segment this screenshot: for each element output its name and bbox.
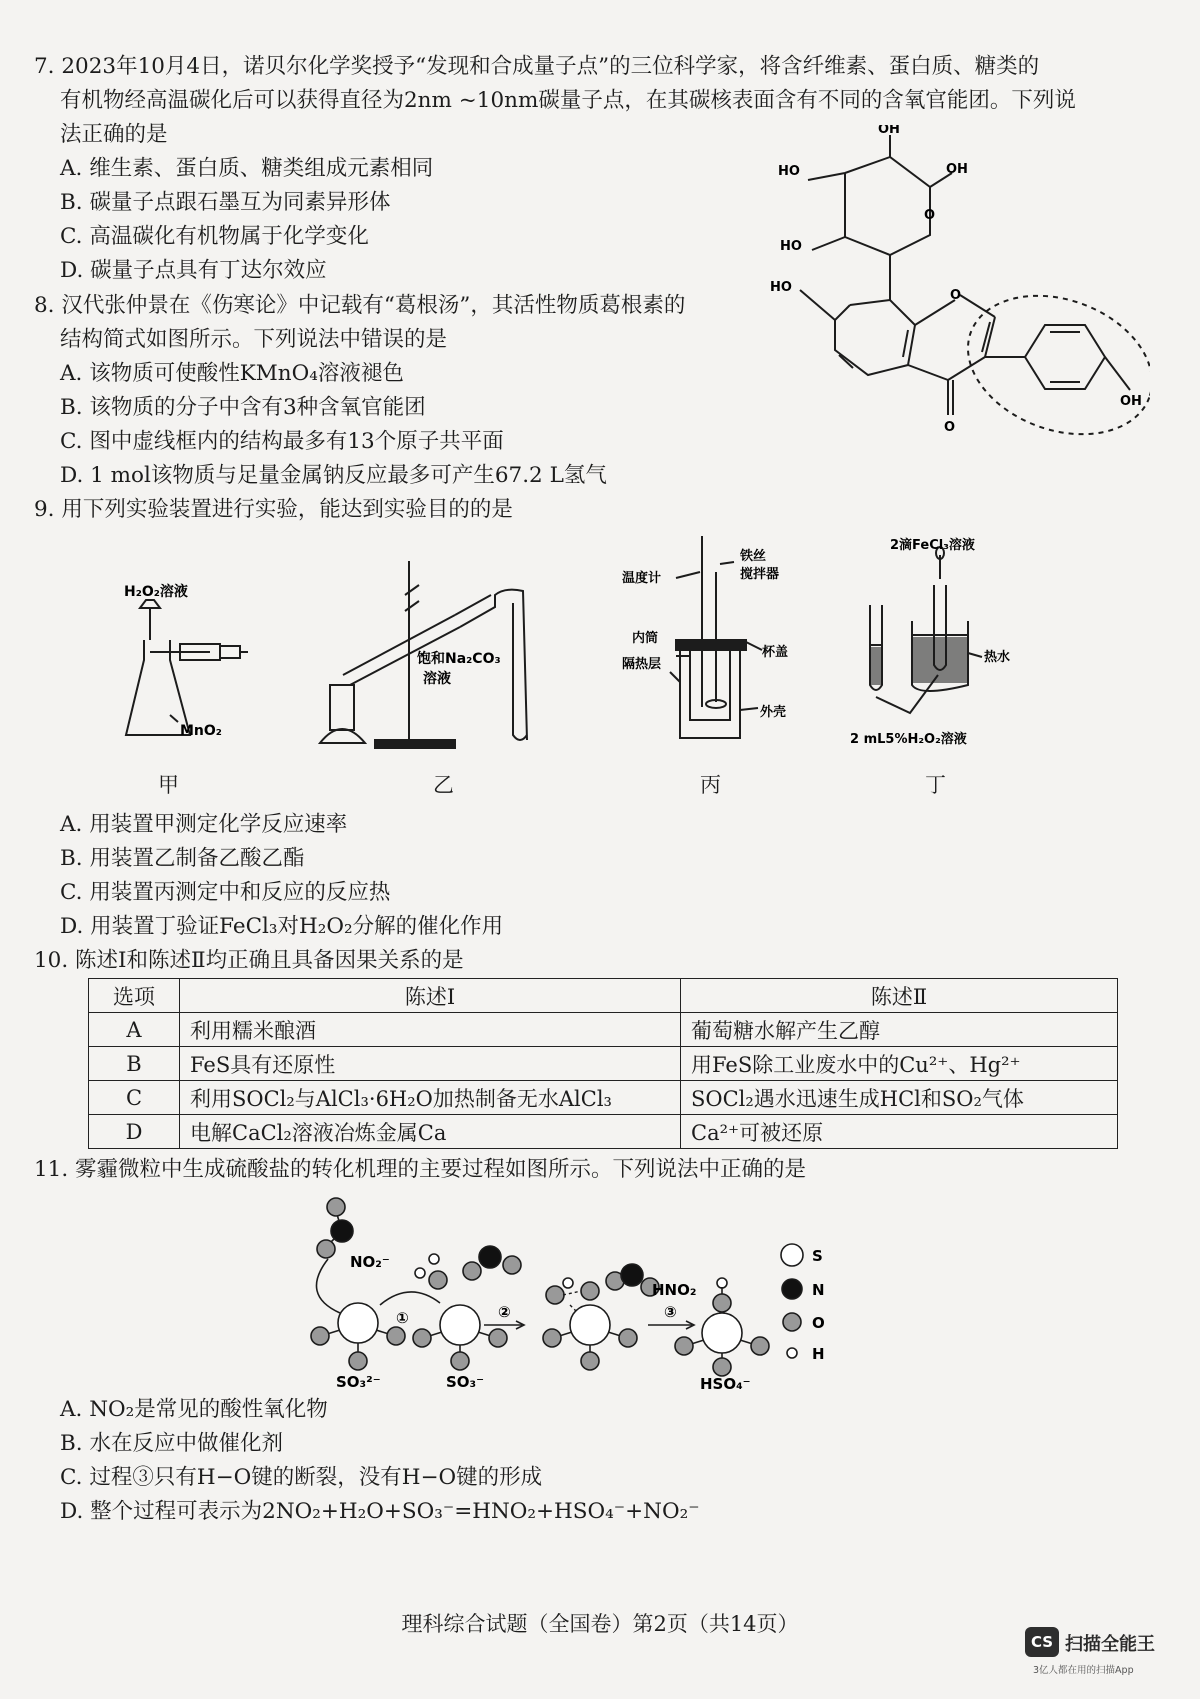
caption-jia: 甲 bbox=[158, 773, 179, 797]
q8-option-c: C. 图中虚线框内的结构最多有13个原子共平面 bbox=[60, 429, 504, 454]
q8-stem-line-2: 结构简式如图所示。下列说法中错误的是 bbox=[60, 327, 448, 352]
q11-stem: 11. 雾霾微粒中生成硫酸盐的转化机理的主要过程如图所示。下列说法中正确的是 bbox=[34, 1157, 807, 1182]
yi-label-na2co3: 饱和Na₂CO₃ bbox=[417, 651, 501, 667]
scanner-tagline: 3亿人都在用的扫描App bbox=[1033, 1665, 1134, 1676]
row-b-option: B bbox=[89, 1047, 180, 1081]
row-d-statement-1: 电解CaCl₂溶液冶炼金属Ca bbox=[180, 1115, 681, 1149]
ding-label-hot-water: 热水 bbox=[984, 650, 1011, 665]
bing-label-thermometer: 温度计 bbox=[622, 571, 662, 586]
q7-option-b: B. 碳量子点跟石墨互为同素异形体 bbox=[60, 190, 391, 215]
q9-option-b: B. 用装置乙制备乙酸乙酯 bbox=[60, 846, 305, 871]
jia-label-h2o2: H₂O₂溶液 bbox=[124, 584, 188, 600]
q11-option-b: B. 水在反应中做催化剂 bbox=[60, 1431, 283, 1456]
label-so3-2minus: SO₃²⁻ bbox=[336, 1373, 381, 1390]
structure-label-para-oh: OH bbox=[1120, 394, 1142, 409]
mechanism-diagram bbox=[300, 1195, 900, 1390]
label-step-2: ② bbox=[498, 1303, 511, 1321]
table-row bbox=[89, 1115, 1118, 1149]
q11-option-d: D. 整个过程可表示为2NO₂+H₂O+SO₃⁻=HNO₂+HSO₄⁻+NO₂⁻ bbox=[60, 1499, 700, 1524]
row-b-statement-1: FeS具有还原性 bbox=[180, 1047, 681, 1081]
bing-label-shell: 外壳 bbox=[760, 705, 787, 720]
q9-stem: 9. 用下列实验装置进行实验，能达到实验目的的是 bbox=[34, 497, 513, 522]
q9-option-a: A. 用装置甲测定化学反应速率 bbox=[60, 812, 348, 837]
q11-option-c: C. 过程③只有H−O键的断裂，没有H−O键的形成 bbox=[60, 1465, 543, 1490]
row-d-option: D bbox=[89, 1115, 180, 1149]
structure-label-top-oh: OH bbox=[878, 125, 900, 137]
q8-option-b: B. 该物质的分子中含有3种含氧官能团 bbox=[60, 395, 426, 420]
bing-label-inner-cup: 内筒 bbox=[632, 631, 659, 646]
scanner-badge bbox=[1025, 1625, 1175, 1675]
q7-stem-line-2: 有机物经高温碳化后可以获得直径为2nm ~10nm碳量子点，在其碳核表面含有不同的含氧官能团。下列说 bbox=[60, 88, 1076, 113]
cs-logo-icon: CS bbox=[1025, 1627, 1059, 1657]
bing-label-lid: 杯盖 bbox=[762, 645, 789, 660]
apparatus-bing bbox=[620, 532, 810, 747]
q8-stem-line-1: 8. 汉代张仲景在《伤寒论》中记载有“葛根汤”，其活性物质葛根素的 bbox=[34, 293, 686, 318]
row-a-statement-2: 葡萄糖水解产生乙醇 bbox=[681, 1013, 1118, 1047]
structure-label-carbonyl-o: O bbox=[944, 420, 956, 435]
q9-option-c: C. 用装置丙测定中和反应的反应热 bbox=[60, 880, 391, 905]
label-step-1: ① bbox=[396, 1309, 409, 1327]
bing-label-iron-wire: 铁丝 bbox=[740, 549, 767, 564]
structure-label-sugar-o: O bbox=[924, 208, 936, 223]
legend-h: H bbox=[812, 1345, 825, 1363]
row-a-option: A bbox=[89, 1013, 180, 1047]
jia-label-mno2: MnO₂ bbox=[180, 723, 222, 739]
structure-label-left-ho: HO bbox=[778, 164, 800, 179]
legend-n: N bbox=[812, 1281, 825, 1299]
bing-label-stirrer: 搅拌器 bbox=[740, 567, 780, 582]
puerarin-structure bbox=[740, 125, 1150, 495]
table-row bbox=[89, 1081, 1118, 1115]
ding-label-h2o2: 2 mL5%H₂O₂溶液 bbox=[850, 732, 967, 747]
label-so3-minus: SO₃⁻ bbox=[446, 1373, 485, 1390]
yi-label-solution: 溶液 bbox=[423, 671, 451, 687]
structure-label-lower-ho: HO bbox=[780, 239, 802, 254]
header-statement-1: 陈述Ⅰ bbox=[180, 979, 681, 1013]
label-hso4-minus: HSO₄⁻ bbox=[700, 1375, 751, 1390]
q8-option-d: D. 1 mol该物质与足量金属钠反应最多可产生67.2 L氢气 bbox=[60, 463, 607, 488]
apparatus-jia bbox=[120, 580, 260, 755]
page-footer: 理科综合试题（全国卷）第2页（共14页） bbox=[401, 1612, 799, 1636]
q11-option-a: A. NO₂是常见的酸性氧化物 bbox=[60, 1397, 328, 1422]
legend-s: S bbox=[812, 1247, 823, 1265]
row-d-statement-2: Ca²⁺可被还原 bbox=[681, 1115, 1118, 1149]
ding-label-fecl3: 2滴FeCl₃溶液 bbox=[890, 538, 975, 553]
q10-stem: 10. 陈述Ⅰ和陈述Ⅱ均正确且具备因果关系的是 bbox=[34, 948, 464, 973]
table-row bbox=[89, 1013, 1118, 1047]
row-c-statement-1: 利用SOCl₂与AlCl₃·6H₂O加热制备无水AlCl₃ bbox=[180, 1081, 681, 1115]
caption-yi: 乙 bbox=[433, 773, 454, 797]
table-row bbox=[89, 1047, 1118, 1081]
caption-bing: 丙 bbox=[700, 773, 721, 797]
q9-option-d: D. 用装置丁验证FeCl₃对H₂O₂分解的催化作用 bbox=[60, 914, 504, 939]
row-c-statement-2: SOCl₂遇水迅速生成HCl和SO₂气体 bbox=[681, 1081, 1118, 1115]
q7-option-d: D. 碳量子点具有丁达尔效应 bbox=[60, 258, 327, 283]
structure-label-phenol-ho: HO bbox=[770, 280, 792, 295]
label-step-3: ③ bbox=[664, 1303, 677, 1321]
q7-stem-line-1: 7. 2023年10月4日，诺贝尔化学奖授予“发现和合成量子点”的三位科学家，将含纤维素、蛋白质、糖类的 bbox=[34, 54, 1040, 79]
row-a-statement-1: 利用糯米酿酒 bbox=[180, 1013, 681, 1047]
header-statement-2: 陈述Ⅱ bbox=[681, 979, 1118, 1013]
q7-option-a: A. 维生素、蛋白质、糖类组成元素相同 bbox=[60, 156, 434, 181]
legend-o: O bbox=[812, 1314, 825, 1332]
caption-ding: 丁 bbox=[925, 773, 946, 797]
q8-option-a: A. 该物质可使酸性KMnO₄溶液褪色 bbox=[60, 361, 404, 386]
structure-label-ring-o: O bbox=[950, 288, 962, 303]
row-b-statement-2: 用FeS除工业废水中的Cu²⁺、Hg²⁺ bbox=[681, 1047, 1118, 1081]
apparatus-yi bbox=[315, 555, 540, 755]
bing-label-insulation: 隔热层 bbox=[622, 657, 662, 672]
label-no2-minus: NO₂⁻ bbox=[350, 1253, 390, 1271]
row-c-option: C bbox=[89, 1081, 180, 1115]
apparatus-ding bbox=[850, 535, 1060, 750]
q7-stem-line-3: 法正确的是 bbox=[60, 122, 168, 147]
header-option: 选项 bbox=[89, 979, 180, 1013]
q7-option-c: C. 高温碳化有机物属于化学变化 bbox=[60, 224, 369, 249]
structure-label-right-oh: OH bbox=[946, 162, 968, 177]
scanner-app-name: 扫描全能王 bbox=[1065, 1634, 1155, 1655]
table-header-row bbox=[89, 979, 1118, 1013]
q10-table bbox=[88, 978, 1118, 1149]
label-hno2: HNO₂ bbox=[652, 1281, 697, 1299]
